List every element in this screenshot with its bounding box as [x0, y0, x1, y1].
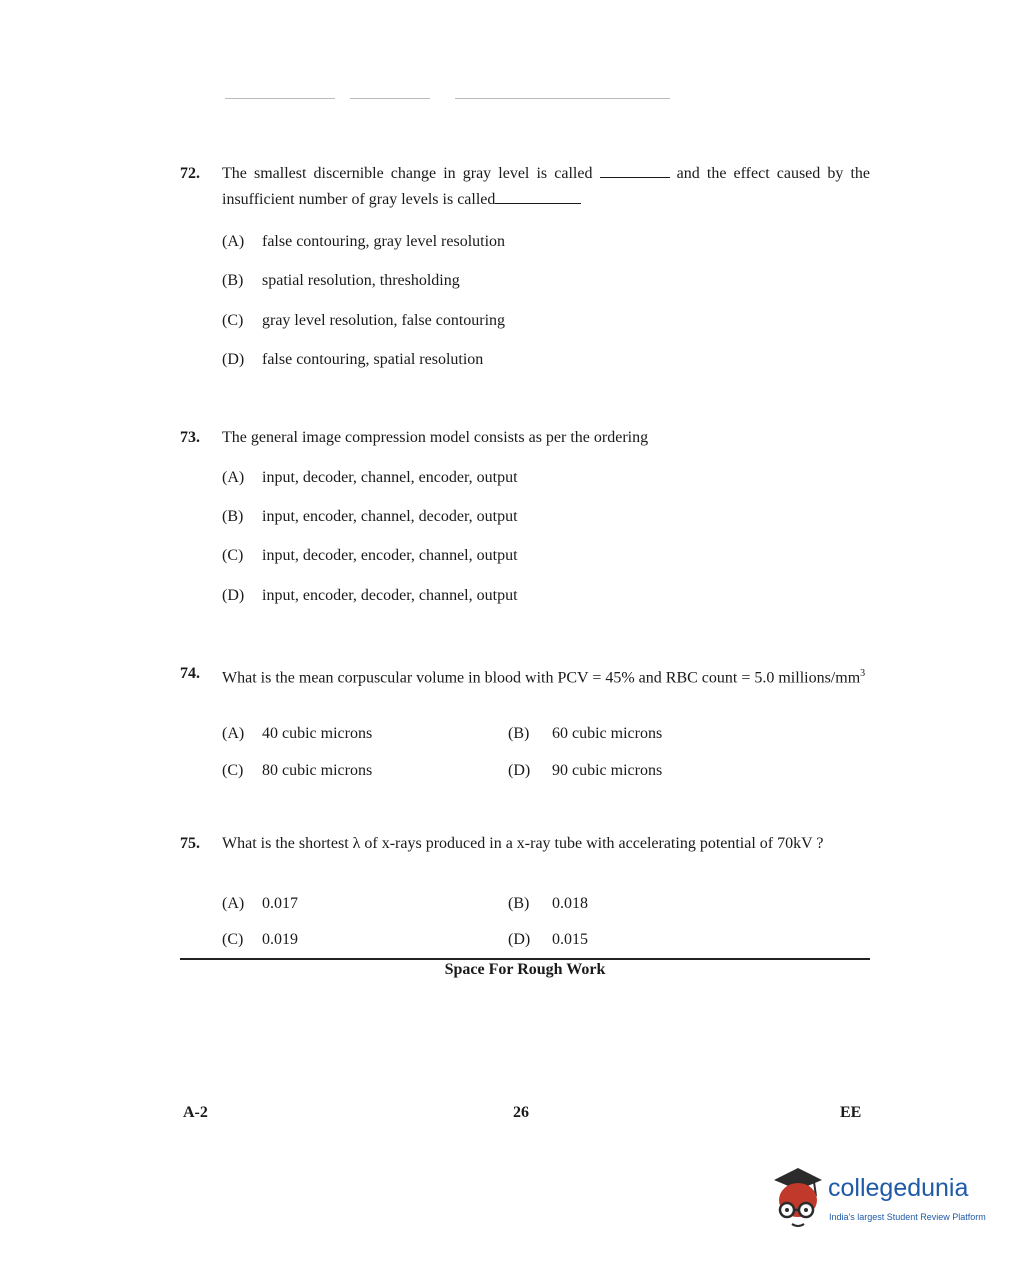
- question-number: 72.: [180, 165, 200, 182]
- option-74-d: [508, 762, 662, 780]
- option-text: input, encoder, channel, decoder, output: [262, 508, 518, 525]
- collegedunia-watermark: [768, 1162, 998, 1232]
- question-75: [180, 831, 870, 857]
- option-text: input, decoder, encoder, channel, output: [262, 547, 518, 564]
- option-text: input, decoder, channel, encoder, output: [262, 469, 518, 486]
- question-text-body: What is the mean corpuscular volume in blood with PCV = 45% and RBC count = 5.0 millions/mm: [222, 669, 861, 687]
- answer-blank: [495, 189, 581, 204]
- option-label: (D): [508, 931, 531, 948]
- option-label: (D): [222, 587, 245, 604]
- option-72-c: [222, 312, 505, 330]
- question-number: 73.: [180, 429, 200, 446]
- option-label: (B): [508, 725, 530, 742]
- option-label: (B): [508, 895, 530, 912]
- question-74: [180, 661, 870, 691]
- option-text: 0.019: [262, 931, 298, 948]
- option-73-d: [222, 587, 518, 605]
- option-73-b: [222, 508, 518, 526]
- option-label: (C): [222, 312, 244, 329]
- option-text: 60 cubic microns: [552, 725, 663, 742]
- option-74-b: [508, 725, 662, 743]
- footer-booklet-code: A-2: [183, 1104, 208, 1121]
- footer-subject-code: EE: [840, 1104, 862, 1121]
- option-text: input, encoder, decoder, channel, output: [262, 587, 518, 604]
- question-number: 75.: [180, 835, 200, 852]
- option-72-b: [222, 272, 460, 290]
- option-text: 40 cubic microns: [262, 725, 373, 742]
- option-label: (B): [222, 272, 244, 289]
- option-label: (D): [508, 762, 531, 779]
- brand-name: collegedunia: [828, 1174, 969, 1202]
- option-label: (B): [222, 508, 244, 525]
- option-label: (C): [222, 547, 244, 564]
- option-75-a: [222, 895, 298, 913]
- option-73-c: [222, 547, 518, 565]
- option-label: (A): [222, 895, 245, 912]
- mascot-icon: [768, 1162, 828, 1232]
- option-text: 0.018: [552, 895, 588, 912]
- question-text-part1: The smallest discernible change in gray level is called: [222, 165, 593, 182]
- option-text: 80 cubic microns: [262, 762, 373, 779]
- option-75-b: [508, 895, 588, 913]
- option-74-c: [222, 762, 372, 780]
- option-text: 90 cubic microns: [552, 762, 663, 779]
- option-label: (A): [222, 233, 245, 250]
- option-label: (C): [222, 762, 244, 779]
- top-rule: [350, 98, 430, 99]
- top-rule: [455, 98, 670, 99]
- option-label: (C): [222, 931, 244, 948]
- option-text: false contouring, spatial resolution: [262, 351, 484, 368]
- superscript: 3: [860, 668, 866, 679]
- option-72-a: [222, 233, 505, 251]
- question-text: [222, 661, 870, 691]
- question-text: The general image compression model consists as per the ordering: [222, 429, 649, 446]
- footer-page-number: 26: [513, 1104, 529, 1121]
- option-label: (A): [222, 469, 245, 486]
- option-text: 0.015: [552, 931, 588, 948]
- question-text: What is the shortest λ of x-rays produced in a x-ray tube with accelerating potential of 70kV ?: [222, 835, 824, 852]
- question-text-part2: and the effect caused by the insufficient number of gray levels is called: [222, 165, 871, 208]
- rough-work-label: Space For Rough Work: [444, 961, 606, 978]
- question-number: 74.: [180, 665, 200, 682]
- option-text: gray level resolution, false contouring: [262, 312, 506, 329]
- brand-tagline: India's largest Student Review Platform: [829, 1212, 986, 1222]
- option-label: (A): [222, 725, 245, 742]
- option-label: (D): [222, 351, 245, 368]
- question-text: [222, 161, 870, 213]
- option-text: 0.017: [262, 895, 298, 912]
- option-text: spatial resolution, thresholding: [262, 272, 460, 289]
- question-72: [180, 161, 870, 213]
- option-74-a: [222, 725, 372, 743]
- option-73-a: [222, 469, 518, 487]
- top-rule: [225, 98, 335, 99]
- option-75-c: [222, 931, 298, 949]
- option-75-d: [508, 931, 588, 949]
- question-73: [180, 425, 870, 451]
- option-72-d: [222, 351, 483, 369]
- option-text: false contouring, gray level resolution: [262, 233, 506, 250]
- rough-work-divider: [180, 958, 870, 960]
- answer-blank: [600, 163, 670, 178]
